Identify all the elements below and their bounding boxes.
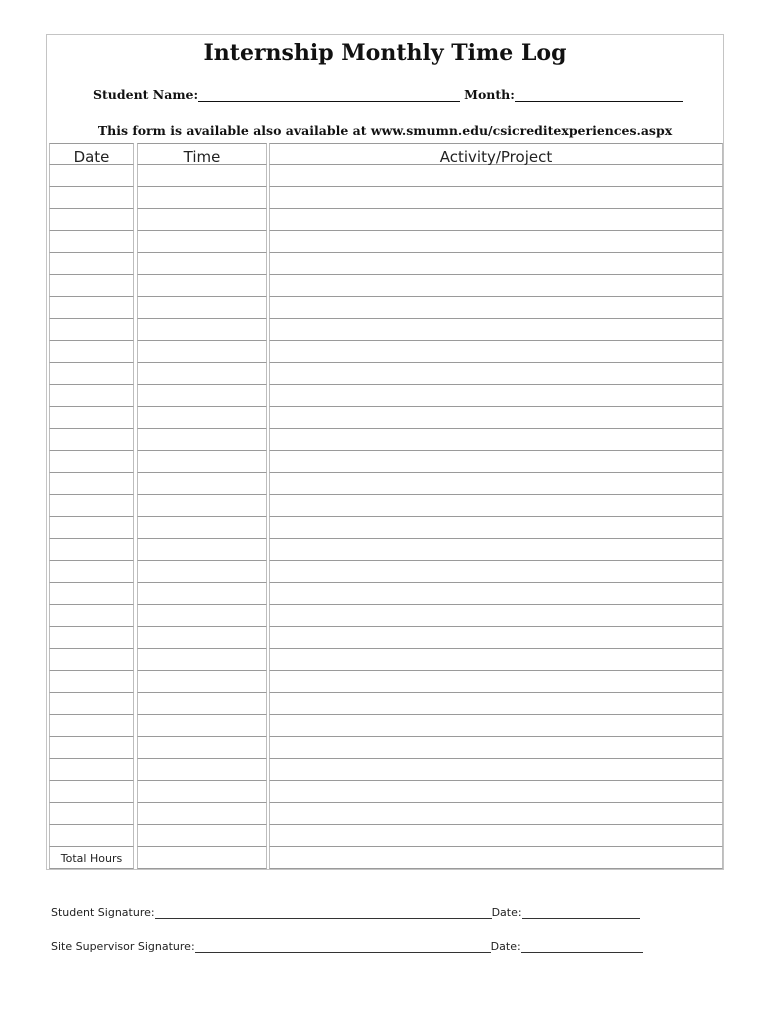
time-cell[interactable] bbox=[137, 737, 267, 759]
activity-cell[interactable] bbox=[269, 297, 723, 319]
student-signature-field[interactable] bbox=[155, 906, 492, 919]
date-cell[interactable] bbox=[49, 253, 134, 275]
table-row bbox=[47, 341, 723, 363]
time-cell[interactable] bbox=[137, 715, 267, 737]
activity-cell[interactable] bbox=[269, 341, 723, 363]
table-row bbox=[47, 759, 723, 781]
date-cell[interactable] bbox=[49, 473, 134, 495]
time-cell[interactable] bbox=[137, 693, 267, 715]
table-row bbox=[47, 495, 723, 517]
activity-cell[interactable] bbox=[269, 561, 723, 583]
supervisor-date-label: Date: bbox=[490, 940, 521, 953]
activity-cell[interactable] bbox=[269, 385, 723, 407]
date-cell[interactable] bbox=[49, 319, 134, 341]
table-row bbox=[47, 209, 723, 231]
student-signature-row bbox=[51, 906, 640, 919]
time-cell[interactable] bbox=[137, 209, 267, 231]
date-cell[interactable] bbox=[49, 429, 134, 451]
time-cell[interactable] bbox=[137, 275, 267, 297]
table-row bbox=[47, 253, 723, 275]
total-activity-cell[interactable] bbox=[269, 847, 723, 869]
time-cell[interactable] bbox=[137, 649, 267, 671]
table-row bbox=[47, 473, 723, 495]
date-cell[interactable] bbox=[49, 561, 134, 583]
table-row bbox=[47, 605, 723, 627]
time-cell[interactable] bbox=[137, 187, 267, 209]
activity-cell[interactable] bbox=[269, 649, 723, 671]
date-cell[interactable] bbox=[49, 627, 134, 649]
time-cell[interactable] bbox=[137, 297, 267, 319]
student-name-label: Student Name: bbox=[93, 87, 199, 102]
date-cell[interactable] bbox=[49, 275, 134, 297]
activity-cell[interactable] bbox=[269, 429, 723, 451]
date-cell[interactable] bbox=[49, 363, 134, 385]
activity-cell[interactable] bbox=[269, 803, 723, 825]
time-cell[interactable] bbox=[137, 759, 267, 781]
header-time: Time bbox=[183, 148, 221, 166]
table-row bbox=[47, 737, 723, 759]
activity-cell[interactable] bbox=[269, 363, 723, 385]
activity-cell[interactable] bbox=[269, 781, 723, 803]
total-hours-row bbox=[47, 847, 723, 869]
date-cell[interactable] bbox=[49, 517, 134, 539]
date-cell[interactable] bbox=[49, 605, 134, 627]
table-row bbox=[47, 671, 723, 693]
time-cell[interactable] bbox=[137, 561, 267, 583]
activity-cell[interactable] bbox=[269, 165, 723, 187]
time-cell[interactable] bbox=[137, 451, 267, 473]
date-cell[interactable] bbox=[49, 671, 134, 693]
student-name-field[interactable] bbox=[198, 87, 460, 102]
date-cell[interactable] bbox=[49, 209, 134, 231]
month-label: Month: bbox=[464, 87, 515, 102]
time-cell[interactable] bbox=[137, 605, 267, 627]
date-cell[interactable] bbox=[49, 187, 134, 209]
table-row bbox=[47, 231, 723, 253]
date-cell[interactable] bbox=[49, 407, 134, 429]
date-cell[interactable] bbox=[49, 583, 134, 605]
table-row bbox=[47, 275, 723, 297]
header-cell-date bbox=[49, 143, 134, 165]
date-cell[interactable] bbox=[49, 231, 134, 253]
header-cell-activity bbox=[269, 143, 723, 165]
header-cell-time bbox=[137, 143, 267, 165]
activity-cell[interactable] bbox=[269, 737, 723, 759]
time-log-form bbox=[46, 34, 724, 870]
time-cell[interactable] bbox=[137, 231, 267, 253]
activity-cell[interactable] bbox=[269, 715, 723, 737]
table-row bbox=[47, 583, 723, 605]
time-cell[interactable] bbox=[137, 385, 267, 407]
table-row bbox=[47, 297, 723, 319]
student-signature-label: Student Signature: bbox=[51, 906, 155, 919]
time-cell[interactable] bbox=[137, 407, 267, 429]
table-header-row bbox=[47, 143, 723, 165]
table-row bbox=[47, 825, 723, 847]
total-time-cell[interactable] bbox=[137, 847, 267, 869]
time-cell[interactable] bbox=[137, 539, 267, 561]
student-date-field[interactable] bbox=[522, 906, 640, 919]
activity-cell[interactable] bbox=[269, 473, 723, 495]
time-cell[interactable] bbox=[137, 363, 267, 385]
table-row bbox=[47, 561, 723, 583]
activity-cell[interactable] bbox=[269, 275, 723, 297]
table-row bbox=[47, 715, 723, 737]
activity-cell[interactable] bbox=[269, 605, 723, 627]
time-cell[interactable] bbox=[137, 473, 267, 495]
table-row bbox=[47, 319, 723, 341]
time-cell[interactable] bbox=[137, 253, 267, 275]
date-cell[interactable] bbox=[49, 737, 134, 759]
supervisor-signature-field[interactable] bbox=[195, 940, 491, 953]
time-cell[interactable] bbox=[137, 429, 267, 451]
activity-cell[interactable] bbox=[269, 253, 723, 275]
header-date: Date bbox=[73, 148, 110, 166]
table-row bbox=[47, 539, 723, 561]
date-cell[interactable] bbox=[49, 165, 134, 187]
date-cell[interactable] bbox=[49, 693, 134, 715]
form-title: Internship Monthly Time Log bbox=[203, 40, 567, 66]
time-cell[interactable] bbox=[137, 341, 267, 363]
time-cell[interactable] bbox=[137, 627, 267, 649]
header-activity-project: Activity/Project bbox=[439, 148, 553, 166]
month-field[interactable] bbox=[515, 87, 683, 102]
time-cell[interactable] bbox=[137, 781, 267, 803]
activity-cell[interactable] bbox=[269, 825, 723, 847]
table-row bbox=[47, 627, 723, 649]
table-row bbox=[47, 407, 723, 429]
time-cell[interactable] bbox=[137, 319, 267, 341]
table-row bbox=[47, 803, 723, 825]
activity-cell[interactable] bbox=[269, 583, 723, 605]
activity-cell[interactable] bbox=[269, 187, 723, 209]
total-hours-cell bbox=[49, 847, 134, 869]
date-cell[interactable] bbox=[49, 759, 134, 781]
student-date-label: Date: bbox=[491, 906, 522, 919]
time-cell[interactable] bbox=[137, 517, 267, 539]
table-row bbox=[47, 781, 723, 803]
table-row bbox=[47, 451, 723, 473]
total-hours-label: Total Hours bbox=[60, 852, 123, 865]
activity-cell[interactable] bbox=[269, 759, 723, 781]
time-cell[interactable] bbox=[137, 671, 267, 693]
date-cell[interactable] bbox=[49, 341, 134, 363]
table-row bbox=[47, 187, 723, 209]
date-cell[interactable] bbox=[49, 825, 134, 847]
activity-cell[interactable] bbox=[269, 495, 723, 517]
activity-cell[interactable] bbox=[269, 209, 723, 231]
activity-cell[interactable] bbox=[269, 539, 723, 561]
time-cell[interactable] bbox=[137, 583, 267, 605]
table-row bbox=[47, 517, 723, 539]
supervisor-signature-label: Site Supervisor Signature: bbox=[51, 940, 195, 953]
date-cell[interactable] bbox=[49, 803, 134, 825]
activity-cell[interactable] bbox=[269, 451, 723, 473]
activity-cell[interactable] bbox=[269, 693, 723, 715]
time-cell[interactable] bbox=[137, 165, 267, 187]
activity-cell[interactable] bbox=[269, 319, 723, 341]
activity-cell[interactable] bbox=[269, 231, 723, 253]
date-cell[interactable] bbox=[49, 781, 134, 803]
table-row bbox=[47, 693, 723, 715]
date-cell[interactable] bbox=[49, 495, 134, 517]
activity-cell[interactable] bbox=[269, 671, 723, 693]
activity-cell[interactable] bbox=[269, 627, 723, 649]
date-cell[interactable] bbox=[49, 385, 134, 407]
supervisor-date-field[interactable] bbox=[521, 940, 643, 953]
date-cell[interactable] bbox=[49, 451, 134, 473]
table-row bbox=[47, 165, 723, 187]
availability-note: This form is available also available at www.smumn.edu/csicreditexperiences.aspx bbox=[97, 123, 673, 138]
activity-cell[interactable] bbox=[269, 407, 723, 429]
time-cell[interactable] bbox=[137, 803, 267, 825]
date-cell[interactable] bbox=[49, 297, 134, 319]
supervisor-signature-row bbox=[51, 940, 643, 953]
date-cell[interactable] bbox=[49, 715, 134, 737]
time-cell[interactable] bbox=[137, 495, 267, 517]
date-cell[interactable] bbox=[49, 649, 134, 671]
date-cell[interactable] bbox=[49, 539, 134, 561]
activity-cell[interactable] bbox=[269, 517, 723, 539]
student-info-row bbox=[93, 87, 683, 102]
table-row bbox=[47, 385, 723, 407]
table-row bbox=[47, 429, 723, 451]
time-cell[interactable] bbox=[137, 825, 267, 847]
table-row bbox=[47, 363, 723, 385]
table-row bbox=[47, 649, 723, 671]
